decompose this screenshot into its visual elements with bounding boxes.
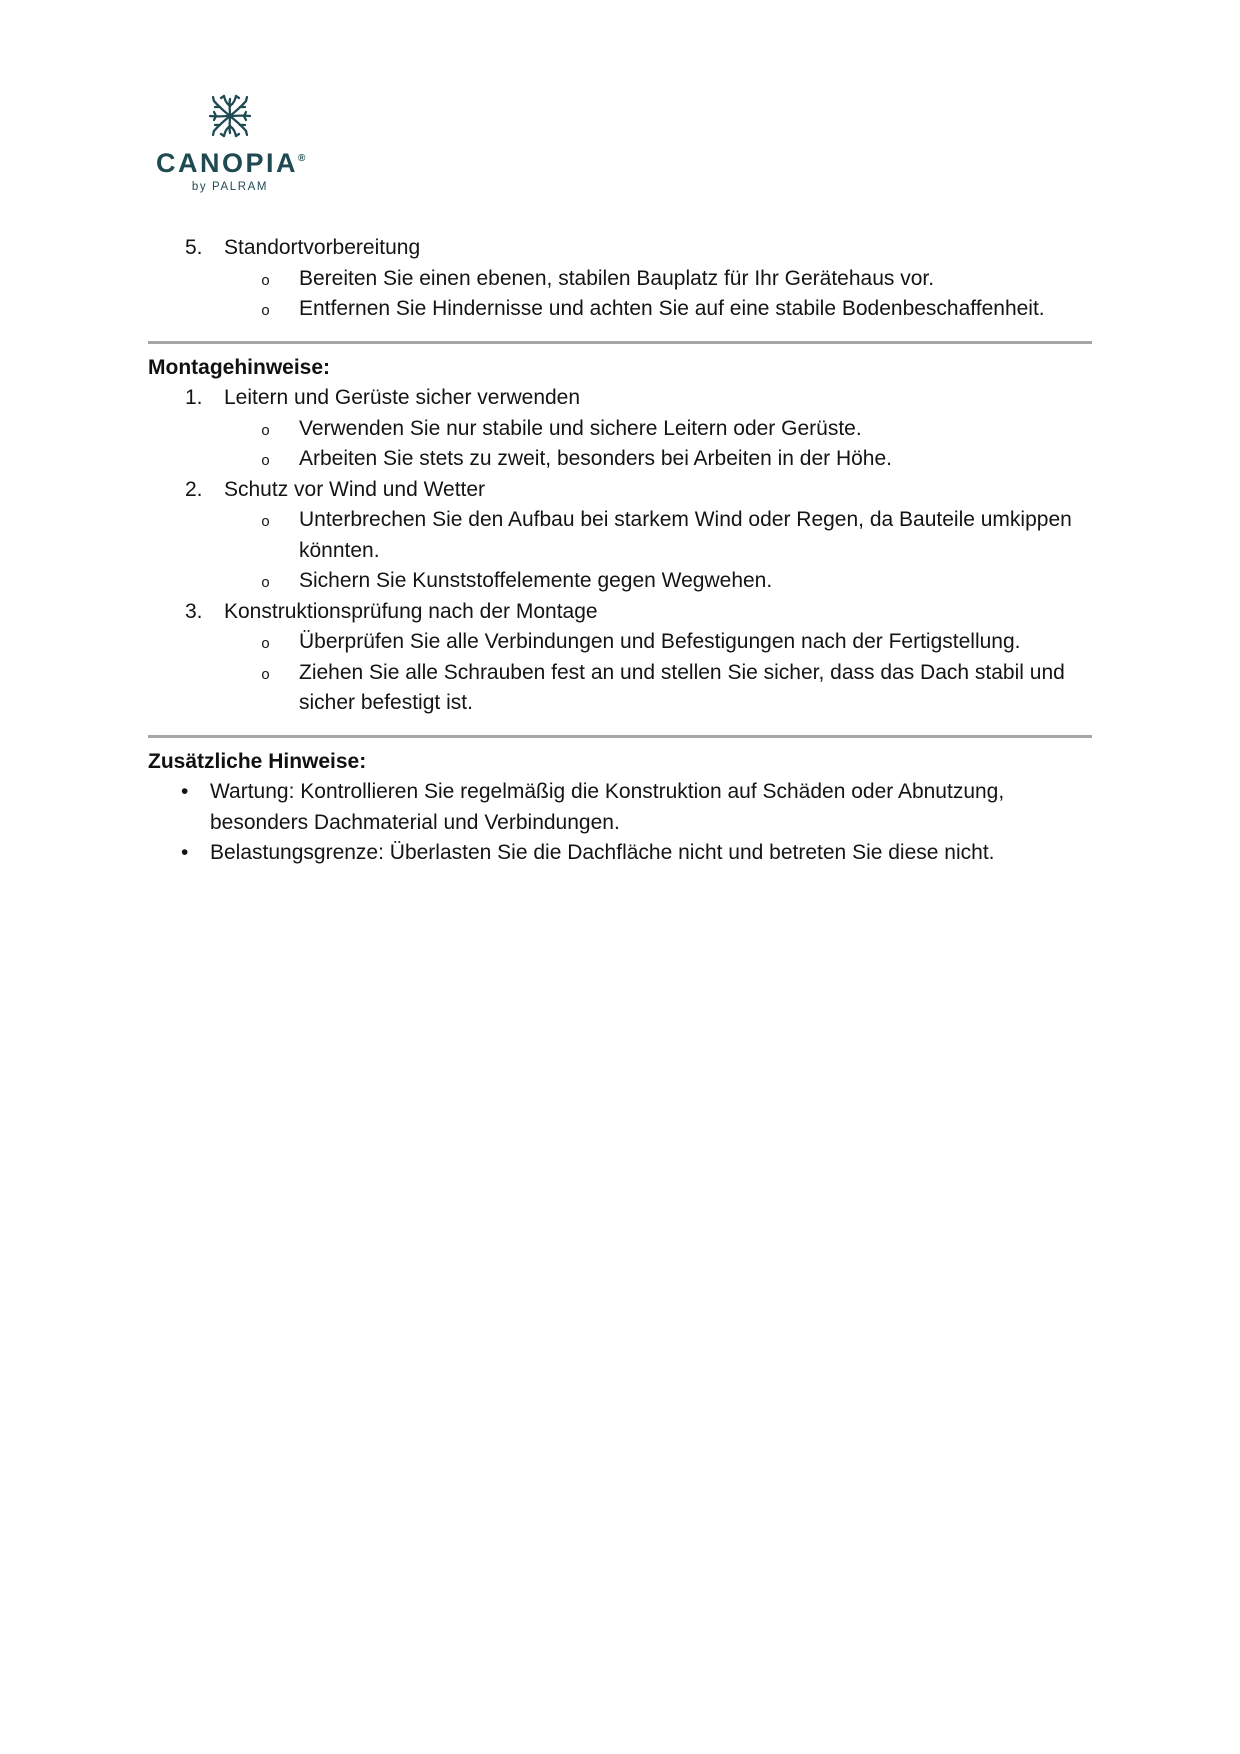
numbered-item-leitern [148,383,1092,414]
sub-bullet-text: Sichern Sie Kunststoffelemente gegen Wegwehen. [299,569,773,592]
section-heading-montagehinweise: Montagehinweise: [148,355,331,379]
sub-bullet-text: Ziehen Sie alle Schrauben fest an und stellen Sie sicher, dass das Dach stabil und sicher befestigt ist. [299,660,1065,714]
sub-bullet-text: Arbeiten Sie stets zu zweit, besonders bei Arbeiten in der Höhe. [299,447,893,470]
bullet-text: Wartung: Kontrollieren Sie regelmäßig die Konstruktion auf Schäden oder Abnutzung, besonders Dachmaterial und Verbindungen. [210,780,1005,834]
sub-bullet-text: Unterbrechen Sie den Aufbau bei starkem Wind oder Regen, da Bauteile umkippen könnten. [299,508,1072,562]
item-title: Standortvorbereitung [224,236,421,259]
sub-bullet-item [148,505,1092,566]
section-heading-zusaetzliche-hinweise: Zusätzliche Hinweise: [148,749,367,773]
bullet-text: Belastungsgrenze: Überlasten Sie die Dachfläche nicht und betreten Sie diese nicht. [210,841,995,864]
sub-bullet-text: Verwenden Sie nur stabile und sichere Leitern oder Gerüste. [299,416,862,440]
item-number: 3. [185,599,203,623]
brand-byline: by PALRAM [191,181,269,193]
item-number: 1. [185,386,203,409]
sub-bullet-marker: o [261,575,271,592]
section-divider [148,735,1092,738]
sub-bullet-marker: o [261,272,271,290]
sub-bullet-item [148,444,1092,475]
sub-bullet-text: Bereiten Sie einen ebenen, stabilen Bauplatz für Ihr Gerätehaus vor. [299,266,935,290]
document-content [148,233,1092,869]
sub-bullet-marker: o [261,453,271,470]
brand-wordmark: CANOPIA® [156,148,306,178]
sub-bullet-item [148,627,1092,658]
branch-square-icon [156,90,304,142]
registered-mark: ® [298,153,306,164]
sub-bullet-item [148,566,1092,597]
numbered-item-wind-wetter [148,475,1092,506]
item-number: 5. [185,236,203,259]
bullet-item-wartung [148,777,1092,838]
sub-bullet-text: Überprüfen Sie alle Verbindungen und Befestigungen nach der Fertigstellung. [299,630,1021,653]
sub-bullet-text: Entfernen Sie Hindernisse und achten Sie auf eine stabile Bodenbeschaffenheit. [299,297,1045,320]
bullet-marker: • [181,780,189,803]
sub-bullet-marker: o [261,422,271,440]
sub-bullet-item [148,264,1092,295]
item-title: Konstruktionsprüfung nach der Montage [224,599,598,623]
sub-bullet-item [148,658,1092,719]
sub-bullet-marker: o [261,514,271,531]
section-divider [148,341,1092,344]
sub-bullet-item [148,294,1092,325]
numbered-item-standortvorbereitung [148,233,1092,264]
item-title: Schutz vor Wind und Wetter [224,477,486,501]
sub-bullet-marker: o [261,303,271,320]
bullet-item-belastungsgrenze [148,838,1092,869]
item-number: 2. [185,477,203,501]
sub-bullet-marker: o [261,666,271,684]
canopia-logo [156,90,304,195]
bullet-marker: • [181,841,189,864]
sub-bullet-marker: o [261,636,271,653]
sub-bullet-item [148,414,1092,445]
item-title: Leitern und Gerüste sicher verwenden [224,386,581,409]
numbered-item-konstruktionspruefung [148,597,1092,628]
